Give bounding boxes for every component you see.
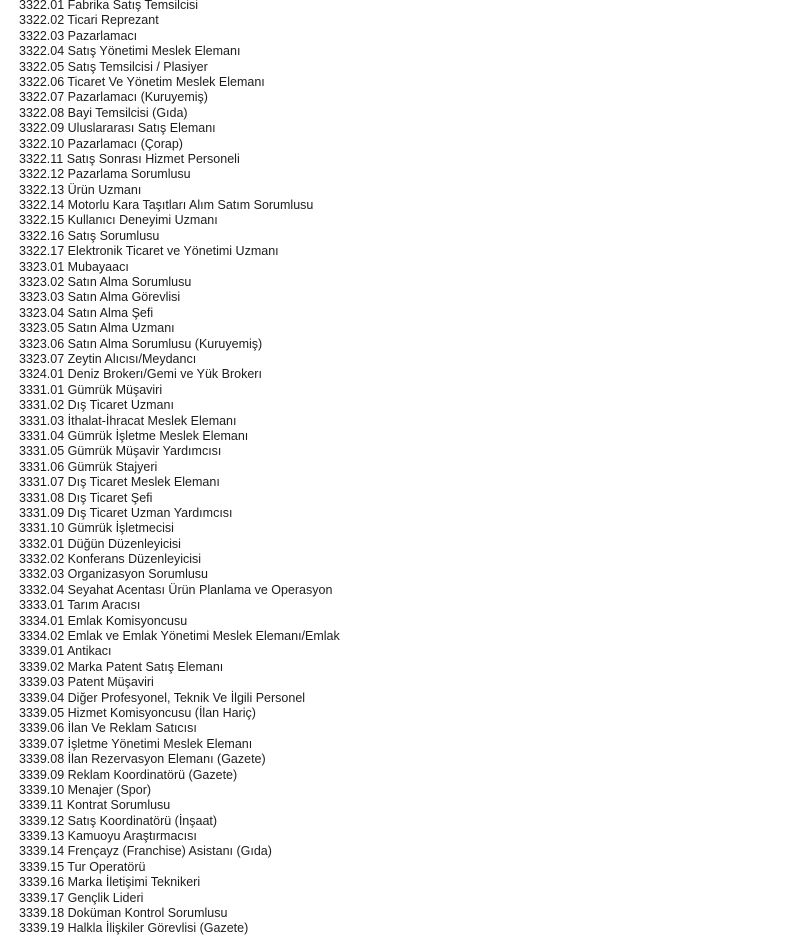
list-item: 3339.19 Halkla İlişkiler Görevlisi (Gazete) bbox=[19, 921, 249, 936]
list-item: 3339.17 Gençlik Lideri bbox=[19, 890, 144, 905]
list-item: 3331.01 Gümrük Müşaviri bbox=[19, 382, 163, 397]
list-item: 3339.02 Marka Patent Satış Elemanı bbox=[19, 659, 224, 674]
list-item: 3322.07 Pazarlamacı (Kuruyemiş) bbox=[19, 90, 208, 105]
list-item: 3322.12 Pazarlama Sorumlusu bbox=[19, 167, 191, 182]
list-item: 3339.15 Tur Operatörü bbox=[19, 859, 146, 874]
list-item: 3322.08 Bayi Temsilcisi (Gıda) bbox=[19, 105, 188, 120]
list-item: 3331.10 Gümrük İşletmecisi bbox=[19, 521, 174, 536]
list-item: 3331.05 Gümrük Müşavir Yardımcısı bbox=[19, 444, 222, 459]
list-item: 3322.04 Satış Yönetimi Meslek Elemanı bbox=[19, 44, 241, 59]
list-item: 3331.08 Dış Ticaret Şefi bbox=[19, 490, 153, 505]
list-item: 3339.05 Hizmet Komisyoncusu (İlan Hariç) bbox=[19, 705, 256, 720]
list-item: 3339.01 Antikacı bbox=[19, 644, 112, 659]
list-item: 3322.10 Pazarlamacı (Çorap) bbox=[19, 136, 183, 151]
list-item: 3339.07 İşletme Yönetimi Meslek Elemanı bbox=[19, 736, 253, 751]
list-item: 3322.13 Ürün Uzmanı bbox=[19, 182, 142, 197]
list-item: 3322.17 Elektronik Ticaret ve Yönetimi Uzmanı bbox=[19, 244, 279, 259]
list-item: 3323.05 Satın Alma Uzmanı bbox=[19, 321, 175, 336]
list-item: 3324.01 Deniz Brokerı/Gemi ve Yük Brokerı bbox=[19, 367, 262, 382]
list-item: 3323.04 Satın Alma Şefi bbox=[19, 305, 154, 320]
list-item: 3339.14 Frençayz (Franchise) Asistanı (Gıda) bbox=[19, 844, 272, 859]
list-item: 3331.07 Dış Ticaret Meslek Elemanı bbox=[19, 475, 220, 490]
list-item: 3339.09 Reklam Koordinatörü (Gazete) bbox=[19, 767, 238, 782]
list-item: 3323.06 Satın Alma Sorumlusu (Kuruyemiş) bbox=[19, 336, 263, 351]
list-item: 3322.05 Satış Temsilcisi / Plasiyer bbox=[19, 59, 208, 74]
list-item: 3323.07 Zeytin Alıcısı/Meydancı bbox=[19, 351, 197, 366]
list-item: 3323.03 Satın Alma Görevlisi bbox=[19, 290, 181, 305]
list-item: 3331.06 Gümrük Stajyeri bbox=[19, 459, 158, 474]
list-item: 3322.03 Pazarlamacı bbox=[19, 28, 138, 43]
list-item: 3331.09 Dış Ticaret Uzman Yardımcısı bbox=[19, 505, 233, 520]
list-item: 3339.16 Marka İletişimi Teknikeri bbox=[19, 875, 201, 890]
list-item: 3322.01 Fabrika Satış Temsilcisi bbox=[19, 0, 199, 12]
list-item: 3332.01 Düğün Düzenleyicisi bbox=[19, 536, 181, 551]
list-item: 3339.13 Kamuoyu Araştırmacısı bbox=[19, 829, 197, 844]
list-item: 3334.01 Emlak Komisyoncusu bbox=[19, 613, 188, 628]
list-item: 3322.14 Motorlu Kara Taşıtları Alım Satım Sorumlusu bbox=[19, 198, 314, 213]
list-item: 3322.15 Kullanıcı Deneyimi Uzmanı bbox=[19, 213, 218, 228]
list-item: 3339.10 Menajer (Spor) bbox=[19, 782, 152, 797]
list-item: 3332.02 Konferans Düzenleyicisi bbox=[19, 552, 202, 567]
list-item: 3322.06 Ticaret Ve Yönetim Meslek Elemanı bbox=[19, 74, 265, 89]
list-item: 3322.16 Satış Sorumlusu bbox=[19, 228, 160, 243]
list-item: 3339.11 Kontrat Sorumlusu bbox=[19, 798, 171, 813]
list-item: 3339.03 Patent Müşaviri bbox=[19, 675, 154, 690]
list-item: 3333.01 Tarım Aracısı bbox=[19, 598, 141, 613]
list-item: 3334.02 Emlak ve Emlak Yönetimi Meslek Elemanı/Emlak bbox=[19, 629, 340, 644]
list-item: 3339.06 İlan Ve Reklam Satıcısı bbox=[19, 721, 197, 736]
list-item: 3339.04 Diğer Profesyonel, Teknik Ve İlgili Personel bbox=[19, 690, 306, 705]
list-item: 3332.03 Organizasyon Sorumlusu bbox=[19, 567, 209, 582]
list-item: 3339.18 Doküman Kontrol Sorumlusu bbox=[19, 906, 228, 921]
list-item: 3322.11 Satış Sonrası Hizmet Personeli bbox=[19, 151, 240, 166]
list-item: 3323.02 Satın Alma Sorumlusu bbox=[19, 275, 192, 290]
list-item: 3323.01 Mubayaacı bbox=[19, 259, 129, 274]
list-item: 3332.04 Seyahat Acentası Ürün Planlama ve Operasyon bbox=[19, 582, 333, 597]
list-item: 3322.09 Uluslararası Satış Elemanı bbox=[19, 121, 216, 136]
list-item: 3322.02 Ticari Reprezant bbox=[19, 13, 159, 28]
list-item: 3331.03 İthalat-İhracat Meslek Elemanı bbox=[19, 413, 237, 428]
list-item: 3339.08 İlan Rezervasyon Elemanı (Gazete) bbox=[19, 752, 266, 767]
list-item: 3331.04 Gümrük İşletme Meslek Elemanı bbox=[19, 428, 249, 443]
list-item: 3339.12 Satış Koordinatörü (İnşaat) bbox=[19, 813, 218, 828]
occupation-code-list bbox=[19, 0, 340, 937]
list-item: 3331.02 Dış Ticaret Uzmanı bbox=[19, 398, 174, 413]
